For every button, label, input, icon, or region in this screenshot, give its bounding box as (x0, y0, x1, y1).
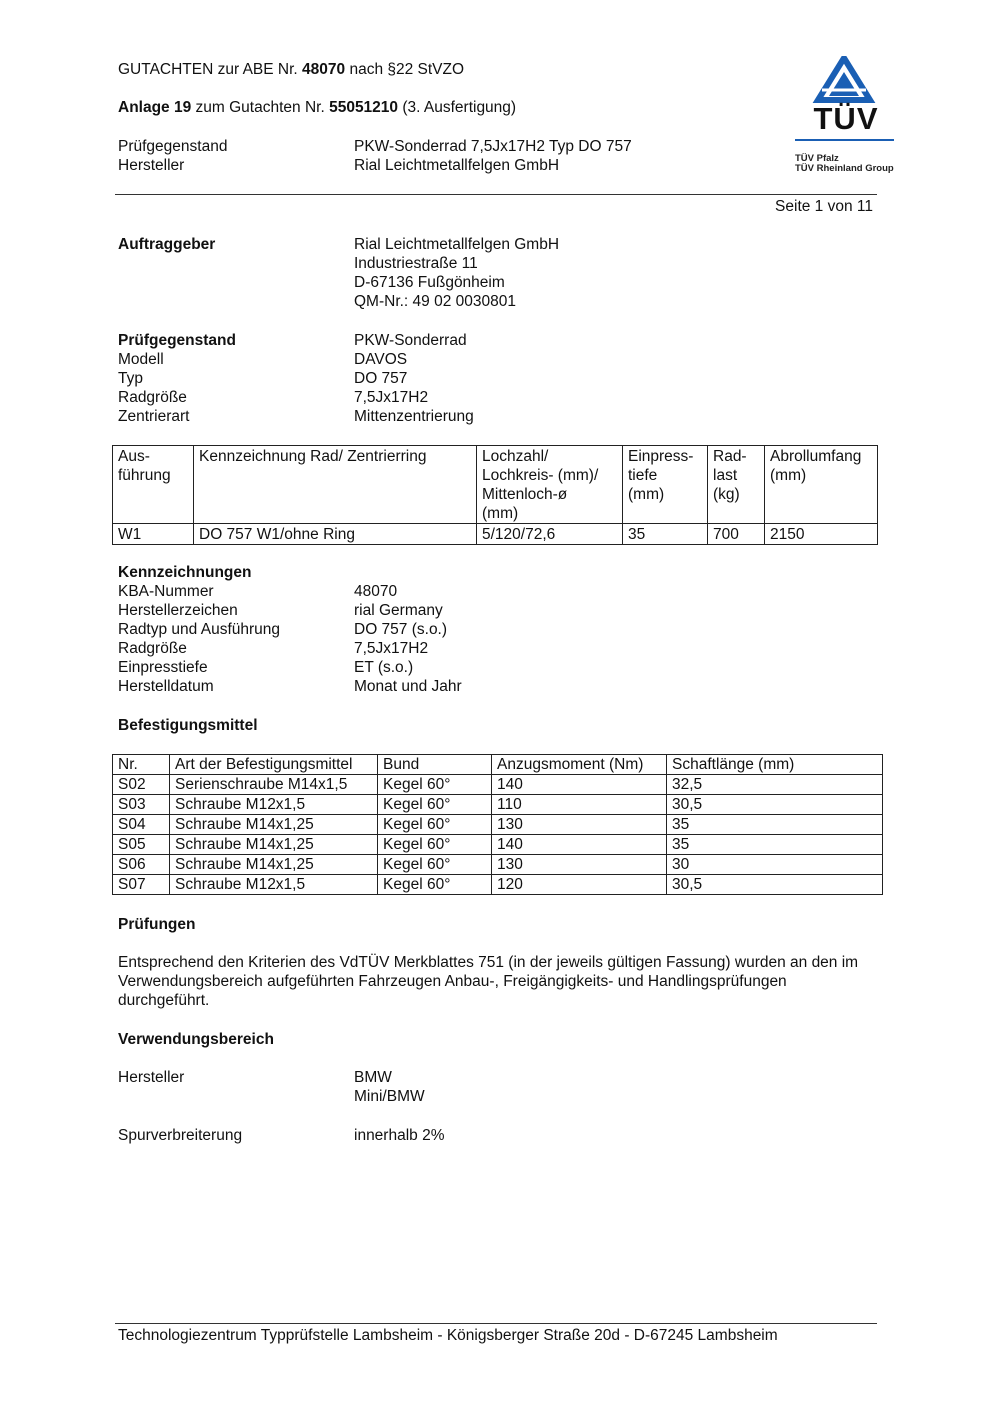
table-header-cell: Art der Befestigungsmittel (170, 755, 378, 775)
table-cell: Kegel 60° (378, 855, 492, 875)
hersteller-value: BMW (354, 1069, 392, 1086)
field-value: DAVOS (354, 351, 408, 368)
footer-divider (115, 1323, 877, 1324)
anlage-number: Anlage 19 (118, 99, 192, 116)
field-value: innerhalb 2% (354, 1127, 445, 1144)
field-value: PKW-Sonderrad (354, 332, 467, 349)
address-line: D-67136 Fußgönheim (354, 274, 505, 291)
field-label: Zentrierart (118, 408, 190, 425)
table-cell: 30 (667, 855, 883, 875)
field-value: 7,5Jx17H2 (354, 389, 429, 406)
befestigung-table (112, 754, 883, 895)
hersteller-value: Mini/BMW (354, 1088, 425, 1105)
field-value: PKW-Sonderrad 7,5Jx17H2 Typ DO 757 (354, 138, 632, 155)
table-cell: S04 (113, 815, 170, 835)
table-cell: Schraube M14x1,25 (170, 815, 378, 835)
table-header-cell: Nr. (113, 755, 170, 775)
footer-text: Technologiezentrum Typprüfstelle Lambsheim - Königsberger Straße 20d - D-67245 Lambsheim (118, 1327, 778, 1344)
field-label: Hersteller (118, 1069, 185, 1086)
table-cell: Schraube M12x1,5 (170, 795, 378, 815)
table-cell: S03 (113, 795, 170, 815)
table-header-cell: Abrollumfang (mm) (765, 446, 878, 524)
table-cell: Kegel 60° (378, 835, 492, 855)
table-cell: Schraube M14x1,25 (170, 855, 378, 875)
field-label: Typ (118, 370, 143, 387)
befestigung-title: Befestigungsmittel (118, 717, 258, 734)
kennzeichnungen-title: Kennzeichnungen (118, 564, 252, 581)
table-cell: Serienschraube M14x1,5 (170, 775, 378, 795)
field-label: Prüfgegenstand (118, 138, 228, 155)
pruefungen-title: Prüfungen (118, 916, 196, 933)
section-label: Prüfgegenstand (118, 332, 236, 349)
table-cell: 130 (492, 815, 667, 835)
table-header-cell: Kennzeichnung Rad/ Zentrierring (194, 446, 477, 524)
field-label: Herstelldatum (118, 678, 214, 695)
table-cell: 30,5 (667, 875, 883, 895)
header-text: (3. Ausfertigung) (398, 99, 517, 116)
field-label: Spurverbreiterung (118, 1127, 243, 1144)
field-value: ET (s.o.) (354, 659, 414, 676)
table-header-cell: Schaftlänge (mm) (667, 755, 883, 775)
table-cell: 140 (492, 775, 667, 795)
table-row (113, 775, 883, 795)
tuv-logo-rule (795, 139, 894, 141)
table-cell: Schraube M14x1,25 (170, 835, 378, 855)
table-cell: Kegel 60° (378, 775, 492, 795)
header-text: GUTACHTEN zur ABE Nr. (118, 61, 303, 78)
address-line: QM-Nr.: 49 02 0030801 (354, 293, 516, 310)
table-cell: Kegel 60° (378, 875, 492, 895)
table-header-cell: Aus- führung (113, 446, 194, 524)
table-row (113, 815, 883, 835)
table-cell: Schraube M12x1,5 (170, 875, 378, 895)
field-value: Monat und Jahr (354, 678, 462, 695)
header-line-1 (118, 60, 464, 79)
table-cell: DO 757 W1/ohne Ring (194, 524, 477, 545)
tuv-logo (794, 56, 898, 180)
page-number: Seite 1 von 11 (775, 198, 873, 215)
tuv-logo-line-1: TÜV Pfalz (795, 153, 839, 164)
table-cell: 35 (667, 835, 883, 855)
field-label: KBA-Nummer (118, 583, 214, 600)
table-cell: 110 (492, 795, 667, 815)
field-label: Radgröße (118, 640, 187, 657)
field-value: DO 757 (s.o.) (354, 621, 448, 638)
hersteller-list (354, 1068, 425, 1106)
gutachten-number: 55051210 (329, 99, 399, 116)
field-value: Mittenzentrierung (354, 408, 474, 425)
auftraggeber-address (354, 235, 559, 311)
field-label: Einpresstiefe (118, 659, 208, 676)
section-label: Auftraggeber (118, 236, 216, 253)
ausfuehrung-table (112, 445, 878, 545)
field-label: Radgröße (118, 389, 187, 406)
table-header-cell: Lochzahl/ Lochkreis- (mm)/ Mittenloch-ø (mm) (477, 446, 623, 524)
table-header-row (113, 446, 878, 524)
table-cell: 130 (492, 855, 667, 875)
abe-number: 48070 (302, 61, 346, 78)
table-cell: 35 (667, 815, 883, 835)
tuv-logo-line-2: TÜV Rheinland Group (795, 163, 894, 174)
field-label: Modell (118, 351, 164, 368)
table-cell: 30,5 (667, 795, 883, 815)
table-header-row (113, 755, 883, 775)
field-value: rial Germany (354, 602, 443, 619)
tuv-triangle-icon (794, 56, 898, 104)
table-cell: W1 (113, 524, 194, 545)
table-cell: 5/120/72,6 (477, 524, 623, 545)
field-value: 48070 (354, 583, 398, 600)
header-text: nach §22 StVZO (345, 61, 465, 78)
table-cell: 2150 (765, 524, 878, 545)
field-value: Rial Leichtmetallfelgen GmbH (354, 157, 560, 174)
field-label: Radtyp und Ausführung (118, 621, 281, 638)
table-header-cell: Rad- last (kg) (708, 446, 765, 524)
table-row (113, 795, 883, 815)
table-cell: S05 (113, 835, 170, 855)
table-cell: S06 (113, 855, 170, 875)
field-label: Hersteller (118, 157, 185, 174)
table-cell: 32,5 (667, 775, 883, 795)
table-row (113, 875, 883, 895)
header-text: zum Gutachten Nr. (191, 99, 330, 116)
table-row (113, 524, 878, 545)
address-line: Industriestraße 11 (354, 255, 478, 272)
field-value: 7,5Jx17H2 (354, 640, 429, 657)
table-header-cell: Bund (378, 755, 492, 775)
header-divider (115, 194, 877, 195)
table-row (113, 855, 883, 875)
tuv-brand-text: TÜV (813, 101, 879, 136)
verwendungsbereich-title: Verwendungsbereich (118, 1031, 274, 1048)
table-cell: 700 (708, 524, 765, 545)
table-cell: 35 (623, 524, 708, 545)
table-cell: 140 (492, 835, 667, 855)
header-line-2 (118, 98, 516, 117)
table-cell: S07 (113, 875, 170, 895)
pruefungen-text: Entsprechend den Kriterien des VdTÜV Merkblattes 751 (in der jeweils gültigen Fassung) wurden an den im Verwendungsbereich aufgeführten Fahrzeugen Anbau-, Freigängigkeits- und Handlingsprüfungen durchgeführt. (118, 954, 859, 1009)
table-cell: 120 (492, 875, 667, 895)
field-value: DO 757 (354, 370, 408, 387)
table-header-cell: Einpress- tiefe (mm) (623, 446, 708, 524)
field-label: Herstellerzeichen (118, 602, 238, 619)
table-header-cell: Anzugsmoment (Nm) (492, 755, 667, 775)
address-line: Rial Leichtmetallfelgen GmbH (354, 236, 560, 253)
table-cell: Kegel 60° (378, 795, 492, 815)
table-cell: Kegel 60° (378, 815, 492, 835)
table-cell: S02 (113, 775, 170, 795)
table-row (113, 835, 883, 855)
